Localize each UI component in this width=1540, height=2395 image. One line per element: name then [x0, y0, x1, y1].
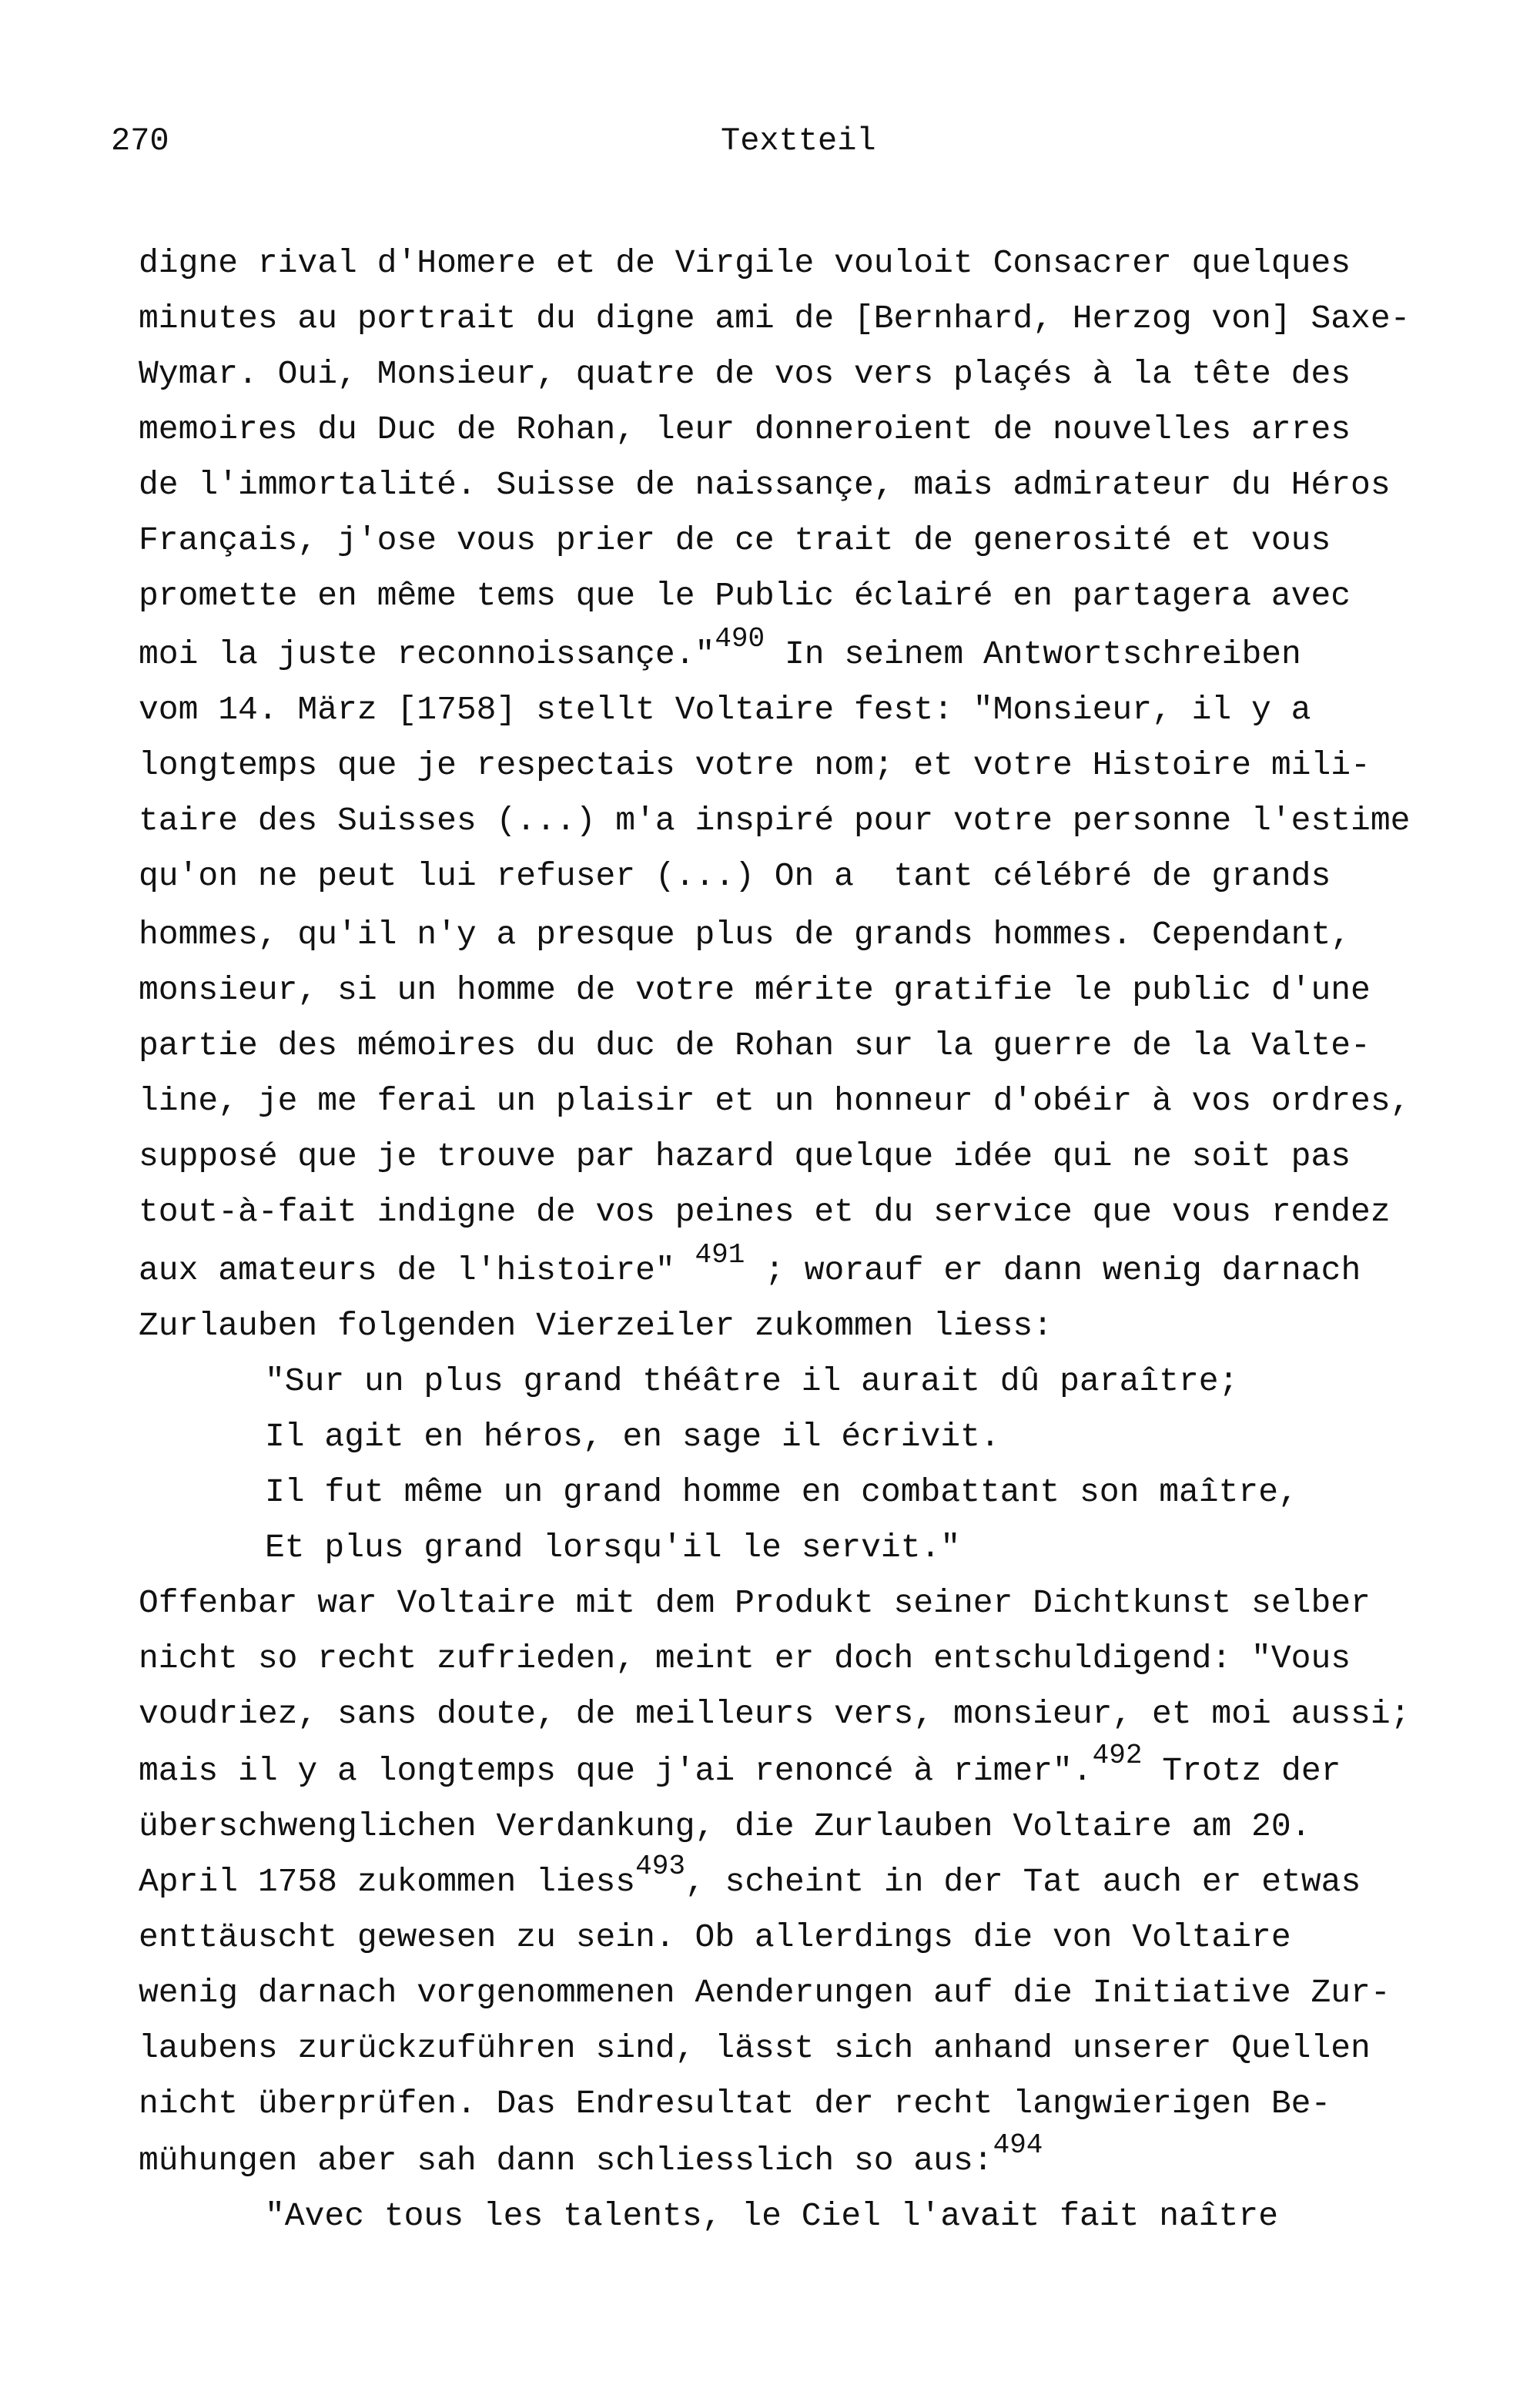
text-line: qu'on ne peut lui refuser (...) On a tant célébré de grands — [139, 857, 1331, 895]
text-segment: mühungen aber sah dann schliesslich so aus: — [139, 2142, 993, 2179]
text-line: Français, j'ose vous prier de ce trait de generosité et vous — [139, 521, 1331, 559]
text-line: partie des mémoires du duc de Rohan sur la guerre de la Valte- — [139, 1027, 1371, 1064]
verse-line: "Avec tous les talents, le Ciel l'avait fait naître — [265, 2197, 1279, 2235]
text-segment: Trotz der — [1142, 1752, 1341, 1790]
text-line — [139, 2129, 1043, 2179]
text-line: voudriez, sans doute, de meilleurs vers, monsieur, et moi aussi; — [139, 1695, 1411, 1733]
footnote-marker: 490 — [715, 623, 765, 655]
text-line: memoires du Duc de Rohan, leur donneroient de nouvelles arres — [139, 410, 1351, 448]
text-line: nicht überprüfen. Das Endresultat der recht langwierigen Be- — [139, 2085, 1331, 2122]
verse-line: "Sur un plus grand théâtre il aurait dû paraître; — [265, 1362, 1239, 1400]
verse-line: Et plus grand lorsqu'il le servit." — [265, 1529, 961, 1566]
text-line: enttäuscht gewesen zu sein. Ob allerdings die von Voltaire — [139, 1918, 1291, 1956]
footnote-marker: 491 — [695, 1239, 745, 1271]
verse-line: Il agit en héros, en sage il écrivit. — [265, 1418, 1000, 1455]
text-segment: mais il y a longtemps que j'ai renoncé à rimer". — [139, 1752, 1093, 1790]
text-segment: In seinem Antwortschreiben — [765, 635, 1301, 673]
text-line: promette en même tems que le Public éclairé en partagera avec — [139, 577, 1351, 615]
text-line — [139, 1851, 1361, 1901]
verse-line: Il fut même un grand homme en combattant son maître, — [265, 1473, 1298, 1511]
text-line: überschwenglichen Verdankung, die Zurlauben Voltaire am 20. — [139, 1807, 1311, 1845]
text-segment: moi la juste reconnoissançe." — [139, 635, 715, 673]
text-line: supposé que je trouve par hazard quelque idée qui ne soit pas — [139, 1137, 1351, 1175]
text-segment: April 1758 zukommen liess — [139, 1863, 636, 1901]
text-line: digne rival d'Homere et de Virgile vouloit Consacrer quelques — [139, 244, 1351, 282]
page-number: 270 — [111, 122, 169, 159]
text-line: Offenbar war Voltaire mit dem Produkt seiner Dichtkunst selber — [139, 1584, 1371, 1622]
running-title: Textteil — [721, 122, 876, 159]
text-line: laubens zurückzuführen sind, lässt sich anhand unserer Quellen — [139, 2029, 1371, 2067]
text-line — [139, 1740, 1341, 1790]
text-line: longtemps que je respectais votre nom; et votre Histoire mili- — [139, 746, 1371, 784]
text-line — [139, 1239, 1361, 1289]
text-line: de l'immortalité. Suisse de naissançe, mais admirateur du Héros — [139, 466, 1391, 504]
text-line: monsieur, si un homme de votre mérite gratifie le public d'une — [139, 971, 1371, 1009]
text-line: minutes au portrait du digne ami de [Bernhard, Herzog von] Saxe- — [139, 300, 1411, 337]
footnote-marker: 493 — [635, 1851, 685, 1882]
text-line: line, je me ferai un plaisir et un honneur d'obéir à vos ordres, — [139, 1082, 1411, 1120]
text-line: hommes, qu'il n'y a presque plus de grands hommes. Cependant, — [139, 916, 1351, 953]
text-line: tout-à-fait indigne de vos peines et du service que vous rendez — [139, 1193, 1391, 1231]
text-line: Wymar. Oui, Monsieur, quatre de vos vers plaçés à la tête des — [139, 355, 1351, 393]
text-line: nicht so recht zufrieden, meint er doch entschuldigend: "Vous — [139, 1640, 1351, 1677]
text-line: Zurlauben folgenden Vierzeiler zukommen liess: — [139, 1307, 1053, 1345]
text-segment: aux amateurs de l'histoire" — [139, 1251, 695, 1289]
text-line: vom 14. März [1758] stellt Voltaire fest: "Monsieur, il y a — [139, 691, 1311, 729]
text-line: wenig darnach vorgenommenen Aenderungen auf die Initiative Zur- — [139, 1974, 1391, 2011]
text-line: taire des Suisses (...) m'a inspiré pour votre personne l'estime — [139, 802, 1411, 839]
footnote-marker: 494 — [993, 2129, 1043, 2161]
text-segment: ; worauf er dann wenig darnach — [745, 1251, 1361, 1289]
text-segment: , scheint in der Tat auch er etwas — [685, 1863, 1361, 1901]
text-line — [139, 623, 1301, 673]
footnote-marker: 492 — [1092, 1740, 1143, 1771]
